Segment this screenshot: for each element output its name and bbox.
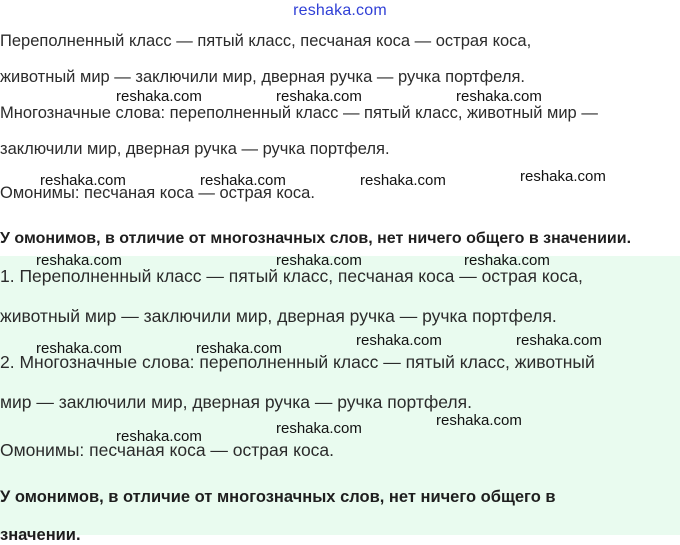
paragraph-line: животный мир — заключили мир, дверная ручка — ручка портфеля.	[0, 68, 525, 86]
watermark: reshaka.com	[116, 88, 202, 105]
conclusion-line: У омонимов, в отличие от многозначных слов, нет ничего общего в	[0, 488, 556, 506]
paragraph-line: Переполненный класс — пятый класс, песчаная коса — острая коса,	[0, 32, 532, 50]
paragraph-line: мир — заключили мир, дверная ручка — ручка портфеля.	[0, 392, 472, 412]
conclusion-line: У омонимов, в отличие от многозначных слов, нет ничего общего в значениии.	[0, 230, 632, 247]
watermark: reshaka.com	[516, 332, 602, 349]
watermark: reshaka.com	[456, 88, 542, 105]
watermark: reshaka.com	[520, 168, 606, 185]
paragraph-line: заключили мир, дверная ручка — ручка портфеля.	[0, 140, 390, 158]
watermark: reshaka.com	[36, 340, 122, 357]
paragraph-line: животный мир — заключили мир, дверная ручка — ручка портфеля.	[0, 306, 557, 326]
paragraph-line: Омонимы: песчаная коса — острая коса.	[0, 184, 315, 202]
watermark: reshaka.com	[116, 428, 202, 445]
conclusion-line: значении.	[0, 526, 81, 544]
watermark: reshaka.com	[436, 412, 522, 429]
watermark: reshaka.com	[276, 252, 362, 269]
watermark: reshaka.com	[40, 172, 126, 189]
site-header-link[interactable]: reshaka.com	[293, 2, 387, 19]
watermark: reshaka.com	[464, 252, 550, 269]
watermark: reshaka.com	[276, 88, 362, 105]
watermark: reshaka.com	[356, 332, 442, 349]
paragraph-line: Омонимы: песчаная коса — острая коса.	[0, 440, 335, 460]
watermark: reshaka.com	[196, 340, 282, 357]
answer-block-highlighted	[0, 256, 680, 544]
paragraph-line: 1. Переполненный класс — пятый класс, песчаная коса — острая коса,	[0, 266, 583, 286]
watermark: reshaka.com	[200, 172, 286, 189]
watermark: reshaka.com	[276, 420, 362, 437]
answer-block-plain	[0, 28, 680, 256]
paragraph-line: 2. Многозначные слова: переполненный класс — пятый класс, животный	[0, 352, 595, 372]
watermark: reshaka.com	[360, 172, 446, 189]
paragraph-line: Многозначные слова: переполненный класс — пятый класс, животный мир —	[0, 104, 598, 122]
watermark: reshaka.com	[36, 252, 122, 269]
